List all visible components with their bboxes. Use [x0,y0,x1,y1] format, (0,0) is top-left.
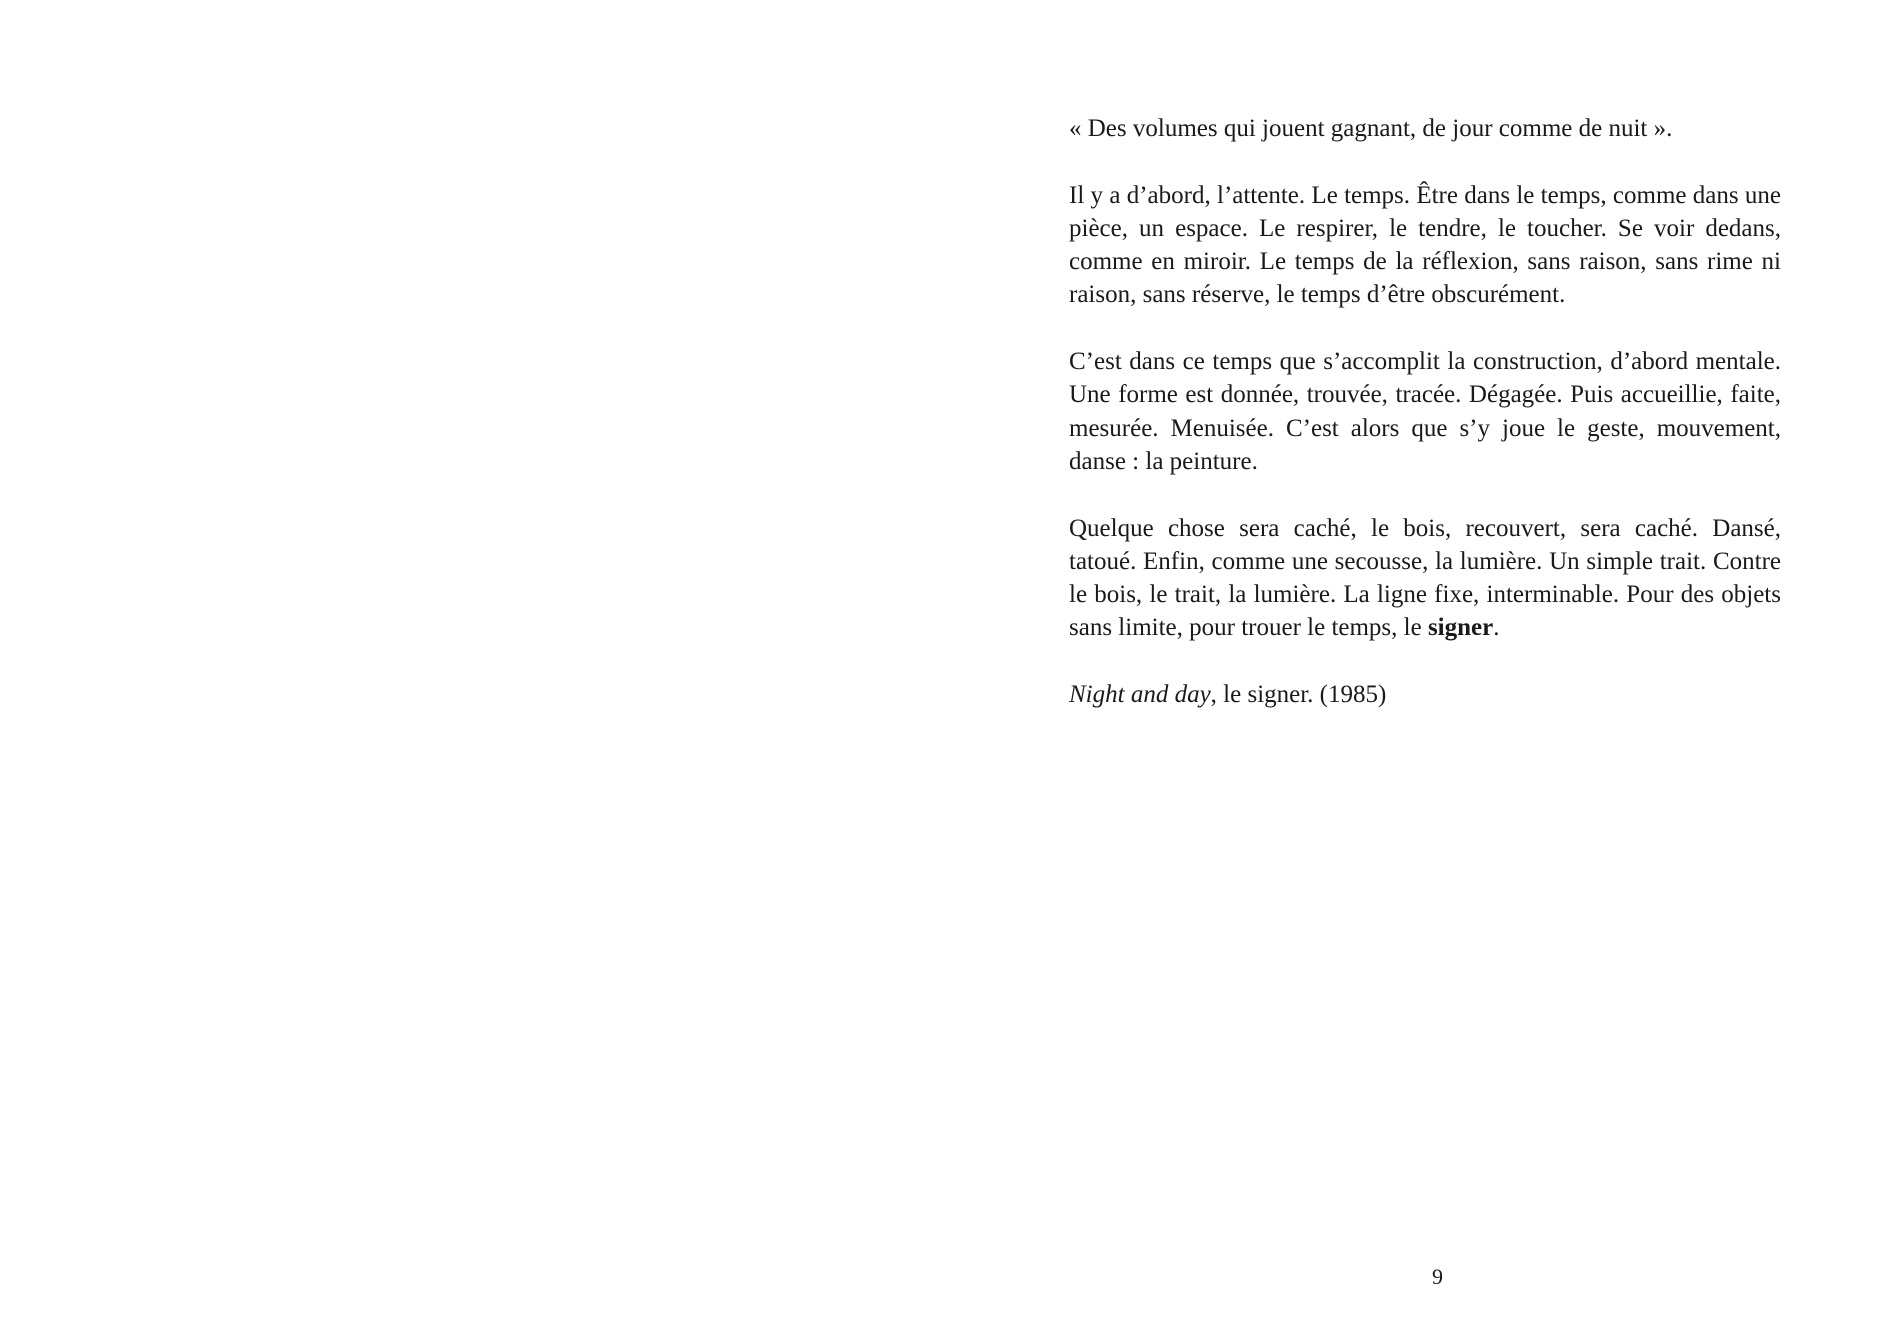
page-number: 9 [1432,1264,1443,1289]
right-page [945,0,1890,1339]
paragraph-construction-text: C’est dans ce temps que s’accomplit la construction, d’abord mentale. Une forme est donnée, trouvée, tracée. Dégagée. Puis accueillie, faite, mesurée. Menuisée. C’est alors que s’y joue le geste, mouvement, danse : la peinture. [1069,348,1781,475]
paragraph-night-and-day [1069,678,1781,711]
paragraph-cache-end: . [1493,614,1500,642]
paragraph-night-and-day-text: , le signer. (1985) [1210,681,1387,709]
paragraph-cache [1069,512,1781,645]
paragraph-quote-text: « Des volumes qui jouent gagnant, de jour comme de nuit ». [1069,115,1673,142]
night-and-day-italic: Night and day [1069,681,1211,709]
paragraph-quote [1069,112,1781,145]
paragraph-attente-text: Il y a d’abord, l’attente. Le temps. Être dans le temps, comme dans une pièce, un espace. Le respirer, le tendre, le toucher. Se voir dedans, comme en miroir. Le temps de la réflexion, sans raison, sans rime ni raison, sans réserve, le temps d’être obscurément. [1069,181,1781,309]
paragraph-construction [1069,345,1781,478]
paragraph-cache-text: Quelque chose sera caché, le bois, recouvert, sera caché. Dansé, tatoué. Enfin, comme une secousse, la lumière. Un simple trait. Contre le bois, le trait, la lumière. La ligne fixe, interminable. Pour des objets sans limite, pour trouer le temps, le [1069,514,1781,642]
signer-bold: signer [1427,614,1494,642]
body-text [1069,112,1781,745]
paragraph-attente [1069,179,1781,312]
